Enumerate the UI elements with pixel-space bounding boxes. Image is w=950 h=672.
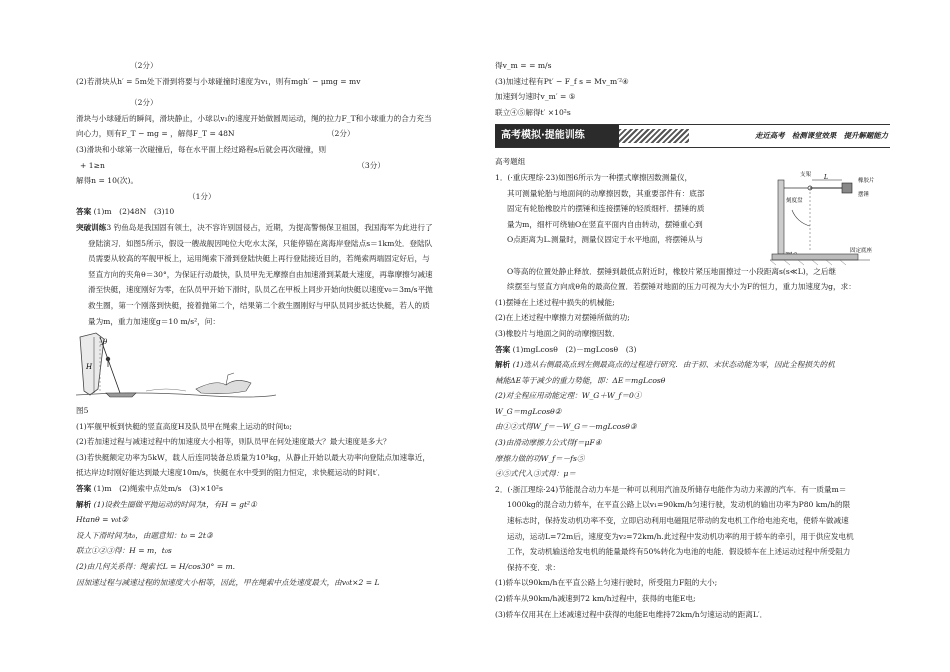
score-note: （1分） — [188, 191, 216, 201]
banner-title: 高考模拟·提能训练 — [495, 125, 619, 147]
problem-line: 速标志时，保持发动机功率不变，立即启动利用电磁阻尼带动的发电机工作给电池充电，使轿车做减速 — [507, 516, 849, 526]
problem-line: 1．(·重庆理综·23)如图6所示为一种摆式摩擦因数测量仪， — [495, 172, 693, 182]
solution-line — [76, 126, 471, 142]
solution-label: 解析 — [495, 360, 511, 370]
answer-text: (1)m (2)48N (3)10 — [93, 207, 175, 217]
problem-line: 救生圈，第一个刚落到快艇，接着抛第二个，结果第二个救生圈刚好与甲队员同步抵达快艇，若人的质 — [88, 300, 430, 310]
section-banner — [495, 124, 890, 148]
score-note: （2分） — [130, 61, 158, 70]
question-line: (3)若快艇额定功率为5kW，载人后连同装备总质量为10³kg，从静止开始以最大功率向登陆点加速靠近， — [76, 452, 430, 462]
solution-label: 解析 — [76, 499, 92, 509]
question-line: (2)轿车从90km/h减速到72 km/h过程中，获得的电能E电; — [495, 594, 696, 603]
score-note: （2分） — [130, 98, 158, 108]
question-line: (2)在上述过程中摩擦力对摆锤所做的功; — [495, 313, 630, 323]
figure6-label-rubber: 橡胶片 — [858, 177, 875, 184]
solution-line: 解得n = 10(次)。 — [76, 176, 139, 186]
figure6-label-pendulum: 摆锤 — [858, 191, 870, 198]
banner-slogan: 走近高考 检测课堂效果 提升解题能力 — [754, 131, 888, 141]
problem-line: 保持不变．求： — [507, 562, 561, 572]
problem-line: 滑至快艇，速度刚好为零，在队员甲开始下滑时，队员乙在甲板上同步开始向快艇以速度v₀＝3m/s平抛 — [88, 285, 433, 295]
solution-line: 得v_m = = m/s — [495, 61, 552, 70]
solution-text: (1)选从右侧最高点到左侧最高点的过程进行研究．由于初、末状态动能为零，因此全程损失的机 — [512, 360, 835, 370]
question-line: (1)军舰甲板到快艇的竖直高度H及队员甲在绳索上运动的时间t₀; — [76, 421, 292, 431]
problem-line: 量为m，细杆可绕轴O在竖直平面内自由转动，摆锤重心到 — [507, 219, 703, 229]
answer-text: (1)mgLcosθ (2)－mgLcosθ (3) — [512, 344, 637, 354]
solution-line: (2)若滑块从h′ = 5m处下滑到将要与小球碰撞时速度为v₁，则有mgh′ − μmg = mv — [76, 76, 361, 86]
answer-label: 答案 — [495, 344, 511, 354]
problem-line: 运动，运动L=72m后，速度变为v₂=72km/h.此过程中发动机功率的用于轿车的牵引，用于供应发电机 — [507, 531, 854, 541]
solution-line: 由①②式得W_f＝－W_G＝－mgLcosθ③ — [495, 422, 637, 432]
solution-line: 设人下滑时间为t₀，由题意知：t₀ = 2t③ — [76, 530, 213, 540]
question-line: (3)橡胶片与地面之间的动摩擦因数． — [495, 328, 620, 338]
solution-line — [76, 158, 471, 174]
warship-rope-illustration — [76, 329, 276, 403]
solution-line: 滑块与小球碰后的瞬间，滑块静止，小球以v₁的速度开始做圆周运动，绳的拉力F_T和小球重力的合力充当 — [76, 113, 432, 123]
score-note: （2分） — [326, 129, 355, 139]
figure-theta-label: θ — [103, 338, 108, 347]
answer-line — [76, 481, 471, 497]
solution-line: 械能ΔE等于减少的重力势能，即：ΔE＝mgLcosθ — [495, 375, 666, 385]
problem-line: 固定有轮胎橡胶片的摆锤和连接摆锤的轻质细杆．摆锤的质 — [507, 204, 705, 214]
figure6-label-support: 支架 — [800, 171, 812, 178]
problem-text: 3 钓鱼岛是我国固有领土，决不容许别国侵占，近期，为提高警惕保卫祖国，我国海军为此进行了 — [106, 222, 433, 232]
figure6-label-base: 固定底座 — [850, 247, 873, 254]
figure-6 — [770, 170, 888, 266]
problem-line: 1000kg的混合动力轿车，在平直公路上以v₁=90km/h匀速行驶，发动机的输出功率为P80 km/h的限 — [507, 500, 851, 510]
problem-line: 续摆至与竖直方向成θ角的最高位置．若摆锤对地面的压力可视为大小为F的恒力，重力加速度为g，求： — [507, 282, 856, 292]
solution-line: 因加速过程与减速过程的加速度大小相等，因此，甲在绳索中点处速度最大，由v₀t×2 = L — [76, 577, 380, 587]
answer-text: (1)m (2)绳索中点处m/s (3)×10²s — [93, 484, 223, 494]
problem-1 — [495, 170, 890, 264]
solution-line: 联立④⑤解得t′ ×10²s — [495, 107, 571, 117]
solution-line: (3)加速过程有Pt′ − F_f s = Mv_m′²④ — [495, 76, 629, 86]
score-note: （3分） — [357, 160, 385, 170]
solution-line: (2)由几何关系得：绳索长L = H/cos30° = m. — [76, 562, 236, 572]
group-heading: 高考题组 — [495, 157, 526, 167]
solution-line — [495, 357, 890, 373]
solution-text: 向心力，则有F_T − mg = ，解得F_T = 48N — [76, 129, 235, 139]
answer-line — [495, 342, 890, 358]
solution-line: 摩擦力做的功W_f＝－fs⑤ — [495, 453, 585, 463]
solution-line: W_G＝mgLcosθ② — [495, 406, 562, 416]
banner-stripe-decoration — [619, 129, 689, 143]
figure-height-label: H — [86, 363, 93, 372]
solution-line: ④⑤式代入③式得：μ＝ — [495, 469, 576, 479]
figure-caption: 图5 — [76, 406, 89, 416]
problem-line: 量为m，重力加速度g＝10 m/s²，问： — [88, 316, 220, 326]
problem-line: O等高的位置处静止释放．摆锤到最低点附近时，橡胶片紧压地面擦过一小段距离s(s≪L)，之后继 — [507, 266, 837, 276]
figure6-label-dial: 刻度盘 — [786, 197, 803, 204]
problem-line: 2．(·浙江理综·24)节能混合动力车是一种可以利用汽油及所储存电能作为动力来源的汽车．有一质量m＝ — [495, 484, 847, 494]
solution-line — [76, 497, 471, 513]
practice-label: 突破训练 — [76, 222, 107, 232]
problem-line — [76, 220, 471, 236]
answer-line — [76, 204, 471, 220]
answer-label: 答案 — [76, 484, 92, 494]
question-line: (1)轿车以90km/h在平直公路上匀速行驶时，所受阻力F阻的大小; — [495, 578, 718, 588]
solution-line: 加速到匀速时v_m′ = ⑤ — [495, 92, 576, 102]
right-column — [495, 58, 890, 622]
problem-line: 员需要从较高的军舰甲板上，运用绳索下滑到登陆快艇上再行登陆接近目的，若绳索两端固定好后，与 — [88, 254, 430, 264]
figure-5 — [76, 329, 471, 403]
question-line: (1)摆锤在上述过程中损失的机械能; — [495, 297, 615, 307]
problem-line: 工作，发动机输送给发电机的能量最终有50%转化为电池的电能．假设轿车在上述运动过程中所受阻力 — [507, 547, 851, 557]
left-column — [76, 58, 471, 590]
svg-text:L: L — [824, 173, 828, 181]
solution-line: (3)由滑动摩擦力公式得f＝μF④ — [495, 438, 602, 448]
solution-text: (1)设救生圈做平抛运动的时间为t，有H = gt²① — [93, 499, 257, 509]
problem-line: 登陆演习．如图5所示，假设一艘战舰因吨位大吃水太深，只能停锚在离海岸登陆点s＝1km处．登陆队 — [88, 238, 433, 248]
solution-text: + 1≥n — [80, 160, 105, 170]
problem-line: 其可测量轮胎与地面间的动摩擦因数，其重要部件有：底部 — [507, 188, 705, 198]
problem-line: O点距离为L.测量时，测量仪固定于水平地面，将摆锤从与 — [507, 235, 703, 245]
solution-line: 联立①②③得：H = m，t₀s — [76, 546, 172, 556]
question-line: (2)若加速过程与减速过程中的加速度大小相等，则队员甲在何处速度最大？最大速度是多大？ — [76, 437, 391, 447]
question-line: (3)轿车仅用其在上述减速过程中获得的电能E电维持72km/h匀速运动的距离L′． — [495, 609, 768, 619]
problem-line: 竖直方向的夹角θ＝30°，为保证行动最快，队员甲先无摩擦自由加速滑到某最大速度，再靠摩擦匀减速 — [88, 269, 433, 279]
answer-label: 答案 — [76, 207, 92, 217]
solution-line: Htanθ = v₀t② — [76, 515, 129, 525]
solution-line: (3)滑块和小球第一次碰撞后，每在水平面上经过路程s后就会再次碰撞，则 — [76, 144, 327, 154]
pendulum-friction-tester-illustration — [770, 170, 888, 266]
solution-line: (2)对全程应用动能定理：W_G＋W_f＝0① — [495, 391, 642, 401]
question-line: 抵达岸边时刚好能达到最大速度10m/s，快艇在水中受到的阻力恒定，求快艇运动的时间t′． — [76, 468, 386, 478]
